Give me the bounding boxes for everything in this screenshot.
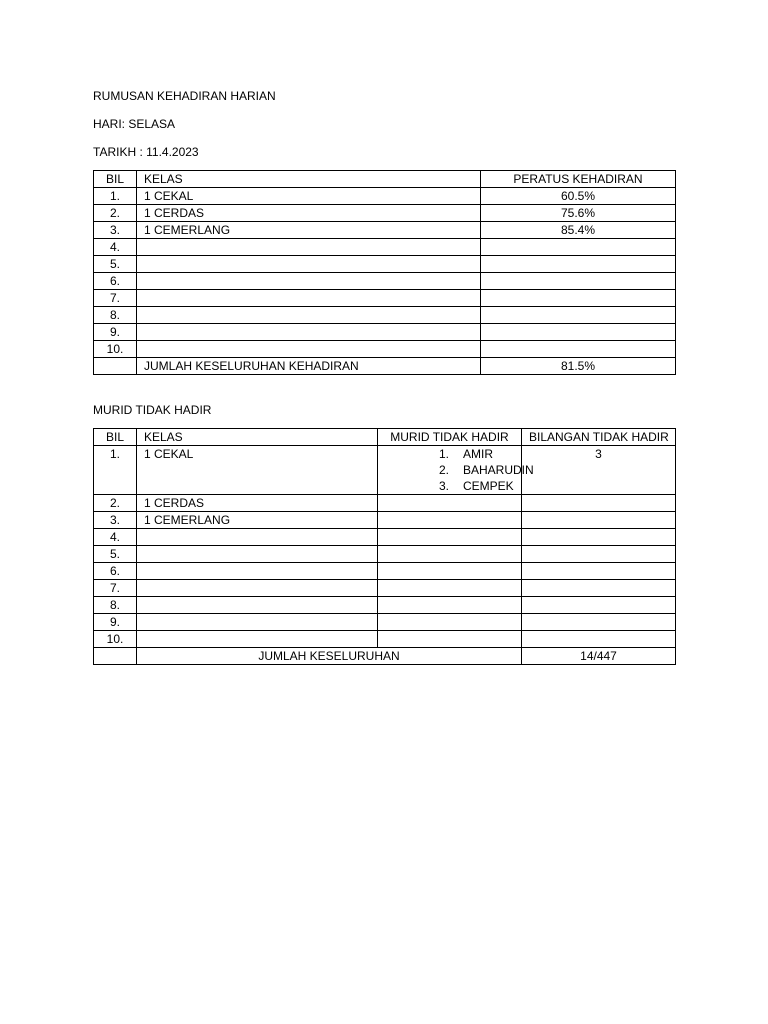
murid-cell [378, 614, 522, 631]
bil-cell: 10. [94, 341, 137, 358]
table-header-row [94, 429, 676, 446]
table-row [94, 324, 676, 341]
table-row [94, 446, 676, 495]
table-row [94, 495, 676, 512]
kelas-cell [137, 256, 481, 273]
kelas-cell: 1 CERDAS [137, 205, 481, 222]
total-value: 81.5% [481, 358, 676, 375]
table-row [94, 631, 676, 648]
bil-cell: 3. [94, 222, 137, 239]
total-empty-cell [94, 358, 137, 375]
student-name: BAHARUDIN [463, 463, 534, 477]
bil-cell: 4. [94, 529, 137, 546]
bilangan-cell [522, 597, 676, 614]
bil-cell: 10. [94, 631, 137, 648]
day-label: HARI: SELASA [93, 117, 176, 131]
student-name: CEMPEK [463, 479, 514, 493]
kelas-cell [137, 563, 378, 580]
table-row [94, 290, 676, 307]
header-kelas: KELAS [137, 171, 481, 188]
list-number: 1. [439, 447, 450, 461]
bilangan-cell [522, 512, 676, 529]
total-label: JUMLAH KESELURUHAN KEHADIRAN [137, 358, 481, 375]
list-item [439, 446, 514, 462]
table-header-row [94, 171, 676, 188]
list-item [439, 478, 514, 494]
bil-cell: 3. [94, 512, 137, 529]
date-label: TARIKH : 11.4.2023 [93, 145, 199, 159]
table-row [94, 307, 676, 324]
total-value: 14/447 [522, 648, 676, 665]
bil-cell: 9. [94, 324, 137, 341]
table-row [94, 205, 676, 222]
table-row [94, 597, 676, 614]
kelas-cell: 1 CEMERLANG [137, 512, 378, 529]
document-title: RUMUSAN KEHADIRAN HARIAN [93, 89, 276, 103]
bilangan-cell [522, 580, 676, 597]
table-row [94, 256, 676, 273]
header-bil: BIL [94, 429, 137, 446]
kelas-cell [137, 546, 378, 563]
bilangan-cell [522, 495, 676, 512]
kelas-cell [137, 290, 481, 307]
kelas-cell [137, 614, 378, 631]
bil-cell: 2. [94, 495, 137, 512]
list-item [439, 462, 534, 478]
murid-cell [378, 529, 522, 546]
section-title-absent: MURID TIDAK HADIR [93, 403, 212, 417]
murid-cell [378, 631, 522, 648]
bil-cell: 1. [94, 188, 137, 205]
peratus-cell: 75.6% [481, 205, 676, 222]
bil-cell: 2. [94, 205, 137, 222]
bil-cell: 1. [94, 446, 137, 495]
murid-cell [378, 597, 522, 614]
list-number: 3. [439, 479, 450, 493]
kelas-cell [137, 239, 481, 256]
kelas-cell [137, 307, 481, 324]
kelas-cell: 1 CERDAS [137, 495, 378, 512]
bilangan-cell [522, 563, 676, 580]
list-number: 2. [439, 463, 450, 477]
kelas-cell [137, 341, 481, 358]
peratus-cell [481, 290, 676, 307]
kelas-cell: 1 CEKAL [137, 188, 481, 205]
bil-cell: 8. [94, 307, 137, 324]
kelas-cell [137, 580, 378, 597]
table-row [94, 512, 676, 529]
absent-student-list [385, 446, 534, 494]
header-murid: MURID TIDAK HADIR [378, 429, 522, 446]
table-row [94, 239, 676, 256]
header-peratus: PERATUS KEHADIRAN [481, 171, 676, 188]
bil-cell: 6. [94, 273, 137, 290]
table-row [94, 188, 676, 205]
peratus-cell [481, 256, 676, 273]
total-row [94, 648, 676, 665]
kelas-cell [137, 597, 378, 614]
peratus-cell [481, 273, 676, 290]
murid-cell [378, 446, 534, 495]
table-row [94, 273, 676, 290]
header-bilangan: BILANGAN TIDAK HADIR [522, 429, 676, 446]
bil-cell: 8. [94, 597, 137, 614]
kelas-cell [137, 324, 481, 341]
bilangan-cell [522, 631, 676, 648]
total-empty-cell [94, 648, 137, 665]
murid-cell [378, 546, 522, 563]
table-row [94, 341, 676, 358]
bil-cell: 5. [94, 256, 137, 273]
header-kelas: KELAS [137, 429, 378, 446]
table-row [94, 222, 676, 239]
total-row [94, 358, 676, 375]
kelas-cell [137, 273, 481, 290]
bil-cell: 6. [94, 563, 137, 580]
table-row [94, 580, 676, 597]
table-row [94, 546, 676, 563]
bilangan-cell [522, 614, 676, 631]
peratus-cell [481, 324, 676, 341]
header-bil: BIL [94, 171, 137, 188]
attendance-percentage-table [93, 170, 676, 375]
absent-students-table [93, 428, 676, 665]
peratus-cell: 85.4% [481, 222, 676, 239]
peratus-cell [481, 341, 676, 358]
kelas-cell [137, 631, 378, 648]
bil-cell: 4. [94, 239, 137, 256]
table-row [94, 529, 676, 546]
peratus-cell [481, 307, 676, 324]
murid-cell [378, 512, 522, 529]
murid-cell [378, 563, 522, 580]
bilangan-cell [522, 546, 676, 563]
peratus-cell [481, 239, 676, 256]
kelas-cell: 1 CEMERLANG [137, 222, 481, 239]
kelas-cell: 1 CEKAL [137, 446, 378, 495]
kelas-cell [137, 529, 378, 546]
bil-cell: 5. [94, 546, 137, 563]
bilangan-cell [522, 529, 676, 546]
bil-cell: 7. [94, 290, 137, 307]
murid-cell [378, 580, 522, 597]
peratus-cell: 60.5% [481, 188, 676, 205]
bilangan-cell: 3 [522, 446, 676, 495]
table-row [94, 614, 676, 631]
murid-cell [378, 495, 522, 512]
student-name: AMIR [463, 447, 493, 461]
total-label: JUMLAH KESELURUHAN [137, 648, 522, 665]
bil-cell: 9. [94, 614, 137, 631]
table-row [94, 563, 676, 580]
bil-cell: 7. [94, 580, 137, 597]
